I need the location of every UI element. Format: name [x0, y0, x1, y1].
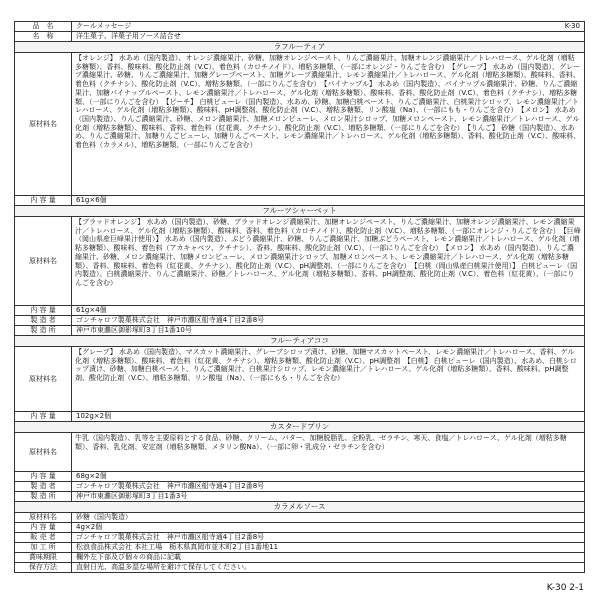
- content-value: 102g×2個: [76, 412, 112, 420]
- section-title-caramel: カラメルソース: [14, 502, 585, 513]
- name-row: [14, 32, 585, 42]
- label-sheet: [14, 21, 585, 573]
- page-code: K-30 2-1: [546, 583, 584, 593]
- content-row-sherbet: [14, 306, 585, 316]
- storage-value: 直射日光、高温多湿な場所を避けて保存してください。: [76, 563, 251, 571]
- ingredients-row-pudding: [14, 433, 585, 472]
- ingredients-label: 原材料名: [15, 433, 72, 471]
- product-row: [14, 21, 585, 32]
- ingredients-text-coco: 【グレープ】 水あめ（国内製造）、マスカット濃縮果汁、グレープシロップ漬け、砂糖、加糖マスカットペースト、レモン濃縮果汁／トレハロース、香料、ゲル化剤（増粘多糖類）、酸味料、着色料（紅花黄、クチナシ）、増粘多糖類、酸化防止剤（V.C）、pH調整剤 【白桃】 白桃ピューレ（国内製造）、水あめ、白桃シロップ漬け、砂糖、加糖白桃ペースト、りんご濃縮果汁、白桃果汁シロップ、レモン濃縮果汁／トレハロース、ゲル化剤（増粘多糖類）、香料、酸味料、pH調整剤、酸化防止剤（V.C）、増粘多糖類、リン酸塩（Na）、（一部にもも・りんごを含む）: [75, 348, 577, 383]
- storage-label: 保存方法: [15, 563, 72, 572]
- seller-row-caramel: [14, 533, 585, 543]
- product-code: K-30: [564, 22, 580, 30]
- expiry-value: 欄外左下部及び個々の商品に記載: [76, 553, 181, 561]
- factory-row-sherbet: [14, 326, 585, 336]
- content-row-lafrutia: [14, 196, 585, 206]
- factory-label: 製 造 所: [15, 492, 72, 501]
- storage-row: [14, 563, 585, 573]
- name-label: 名 称: [15, 32, 72, 41]
- name-value: 洋生菓子、洋菓子用ソース詰合せ: [76, 32, 181, 40]
- maker-label: 製 造 者: [15, 482, 72, 491]
- ingredients-row-caramel: [14, 513, 585, 523]
- factory-label: 製 造 所: [15, 326, 72, 335]
- content-label: 内 容 量: [15, 412, 72, 421]
- processor-value: 松浪食品株式会社 本社工場 栃木県真岡市並木町2丁目1番地11: [76, 543, 279, 551]
- maker-value: ゴンチャロフ製菓株式会社 神戸市灘区船寺通4丁目2番8号: [76, 482, 265, 490]
- ingredients-label: 原材料名: [15, 217, 72, 305]
- factory-value: 神戸市東灘区御影塚町3丁目1番3号: [76, 492, 188, 500]
- content-label: 内 容 量: [15, 472, 72, 481]
- section-title-pudding: カスタードプリン: [14, 422, 585, 433]
- product-label: 品 名: [15, 22, 72, 31]
- content-value: 61g×4個: [76, 306, 107, 314]
- processor-label: 加 工 所: [15, 543, 72, 552]
- ingredients-label: 原材料名: [15, 513, 72, 522]
- expiry-row: [14, 553, 585, 563]
- content-label: 内 容 量: [15, 523, 72, 532]
- ingredients-text-caramel: 砂糖（国内製造）: [76, 513, 132, 521]
- section-title-sherbet: フルーツシャーベット: [14, 206, 585, 217]
- maker-label: 製 造 者: [15, 316, 72, 325]
- product-value: クールメッセージ: [76, 22, 132, 30]
- processor-row-caramel: [14, 543, 585, 553]
- ingredients-label: 原材料名: [15, 347, 72, 411]
- seller-label: 販 売 者: [15, 533, 72, 542]
- ingredients-text-sherbet: 【ブラッドオレンジ】 水あめ（国内製造）、砂糖、ブラッドオレンジ濃縮果汁、加糖オレンジペースト、りんご濃縮果汁、加糖オレンジ濃縮果汁、レモン濃縮果汁／トレハロース、ゲル化剤（増粘多糖類）、酸味料、香料、着色料（カロチノイド）、酸化防止剤（V.C）、増粘多糖類、（一部にオレンジ・りんごを含む） 【巨峰（岡山県産巨峰果汁使用）】 水あめ（国内製造）、ぶどう濃縮果汁、砂糖、りんご濃縮果汁、加糖ぶどうペースト、レモン濃縮果汁／トレハロース、ゲル化剤（増粘多糖類）、酸味料、着色料（アカキャベツ、クチナシ）、香料、酸味料、酸化防止剤（V.C）、（一部にりんごを含む） 【メロン】 水あめ（国内製造）、りんご濃縮果汁、砂糖、メロン濃縮果汁、加糖メロンピューレ、メロン濃縮果汁シロップ、加糖メロンペースト、レモン濃縮果汁／トレハロース、ゲル化剤（増粘多糖類）、香料、酸味料、着色料（紅花黄、クチナシ）、酸化防止剤（V.C）、pH調整剤、（一部にりんごを含む） 【白桃（岡山県産白桃果汁使用）】 白桃ピューレ（国内製造）、白桃濃縮果汁、りんご濃縮果汁、砂糖／トレハロース、ゲル化剤（増粘多糖類）、香料、pH調整剤、酸化防止剤（V.C）、着色料（紅花黄）、（一部にりんごを含む）: [75, 218, 581, 287]
- section-title-coco: フルーティアココ: [14, 336, 585, 347]
- maker-value: ゴンチャロフ製菓株式会社 神戸市灘区船寺通4丁目2番8号: [76, 316, 265, 324]
- section-title-lafrutia: ラフルーティア: [14, 42, 585, 53]
- content-value: 4g×2個: [76, 523, 103, 531]
- ingredients-label: 原材料名: [15, 53, 72, 195]
- ingredients-text-pudding: 牛乳（国内製造）、乳等を主要原料とする食品、砂糖、クリーム、バター、加糖脱脂乳、全粉乳、ゼラチン、寒天、食塩／トレハロース、ゲル化剤（増粘多糖類）、香料、乳化剤、安定剤（増粘多糖類、メタリン酸Na）、（一部に卵・乳成分・ゼラチンを含む）: [75, 434, 567, 451]
- maker-row-sherbet: [14, 316, 585, 326]
- expiry-label: 賞味期限: [15, 553, 72, 562]
- content-row-caramel: [14, 523, 585, 533]
- seller-value: ゴンチャロフ製菓株式会社 神戸市灘区船寺通4丁目2番8号: [76, 533, 265, 541]
- product-value-cell: [72, 22, 584, 31]
- factory-value: 神戸市東灘区御影塚町3丁目1番10号: [76, 326, 192, 334]
- ingredients-row-lafrutia: [14, 53, 585, 196]
- content-row-pudding: [14, 472, 585, 482]
- content-label: 内 容 量: [15, 196, 72, 205]
- ingredients-row-coco: [14, 347, 585, 412]
- ingredients-row-sherbet: [14, 217, 585, 306]
- content-value: 61g×6個: [76, 196, 107, 204]
- content-value: 68g×2個: [76, 472, 107, 480]
- maker-row-pudding: [14, 482, 585, 492]
- content-label: 内 容 量: [15, 306, 72, 315]
- ingredients-text-lafrutia: 【オレンジ】 水あめ（国内製造）、オレンジ濃縮果汁、砂糖、加糖オレンジペースト、りんご濃縮果汁、加糖オレンジ濃縮果汁／トレハロース、ゲル化剤（増粘多糖類）、香料、酸味料、酸化防止剤（V.C）、着色料（カロチノイド）、増粘多糖類、（一部にオレンジ・りんごを含む） 【グレープ】 水あめ（国内製造）、グレープ濃縮果汁、砂糖、りんご濃縮果汁、加糖グレープペースト、加糖グレープ濃縮果汁、レモン濃縮果汁／トレハロース、ゲル化剤（増粘多糖類）、酸味料、香料、着色料（クチナシ）、酸化防止剤（V.C）、増粘多糖類、（一部にりんごを含む） 【パイナップル】 水あめ（国内製造）、パイナップル濃縮果汁、砂糖、りんご濃縮果汁、加糖パイナップルペースト、レモン濃縮果汁／トレハロース、ゲル化剤（増粘多糖類）、酸味料、香料、酸化防止剤（V.C）、着色料（クチナシ）、増粘多糖類、（一部にりんごを含む） 【ピーチ】 白桃ピューレ（国内製造）、水あめ、砂糖、加糖白桃ペースト、りんご濃縮果汁、白桃果汁シロップ、レモン濃縮果汁／トレハロース、ゲル化剤（増粘多糖類）、酸味料、pH調整剤、酸化防止剤（V.C）、増粘多糖類、リン酸塩（Na）、（一部にもも・りんごを含む） 【メロン】 水あめ（国内製造）、りんご濃縮果汁、砂糖、メロン濃縮果汁、加糖メロンピューレ、メロン果汁シロップ、加糖メロンペースト、レモン濃縮果汁／トレハロース、ゲル化剤（増粘多糖類）、酸味料、香料、着色料（紅花黄、クチナシ）、酸化防止剤（V.C）、増粘多糖類、（一部にりんごを含む） 【りんご】 砂糖（国内製造）、水あめ、りんご濃縮果汁、加糖りんごピューレ、加糖りんごペースト、レモン濃縮果汁／トレハロース、ゲル化剤（増粘多糖類）、香料、酸化防止剤（V.C）、酸味料、着色料（カラメル）、増粘多糖類、（一部にりんごを含む）: [75, 54, 581, 150]
- content-row-coco: [14, 412, 585, 422]
- factory-row-pudding: [14, 492, 585, 502]
